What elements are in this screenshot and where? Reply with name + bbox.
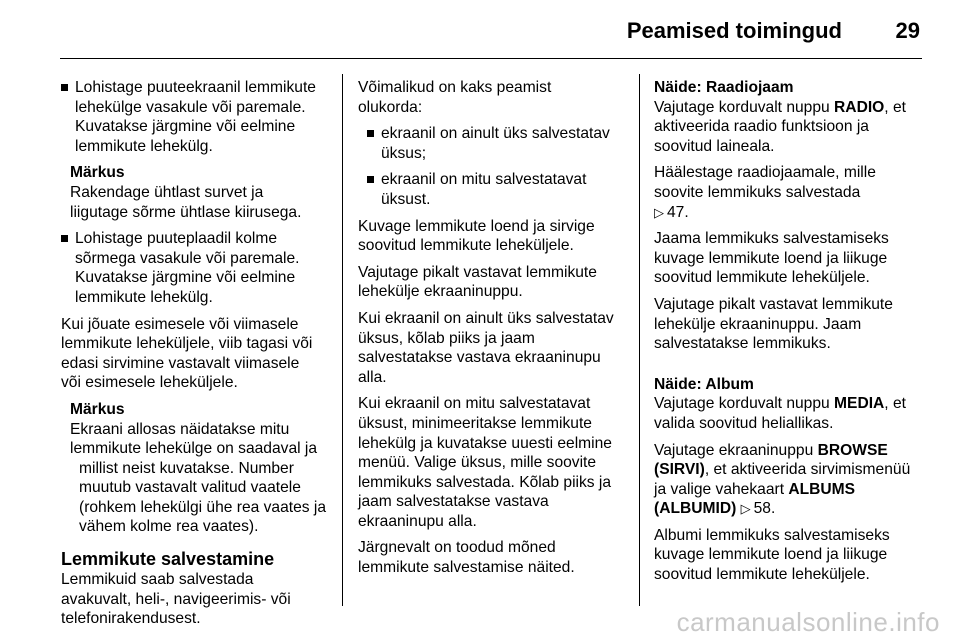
paragraph: Lemmikuid saab salvestada avakuvalt, heli-, navigeerimis- või telefonirakendusest. [61,571,291,628]
bullet-square-icon [367,176,374,183]
bullet-item: Lohistage puuteplaadil kolme sõrmega vasakule või paremale. Kuvatakse järgmine või eelmine lemmikute lehekülg. [61,229,329,307]
watermark: carmanualsonline.info [676,607,940,637]
paragraph: Jaama lemmikuks salvestamiseks kuvage lemmikute loend ja liikuge soovitud lemmikute leheküljele. [654,230,889,287]
paragraph: Järgnevalt on toodud mõned lemmikute salvestamise näited. [358,539,575,577]
paragraph: Võimalikud on kaks peamist olukorda: [358,79,552,116]
page-title: Peamised toimingud [626,18,842,43]
tab-name: ALBUMS [788,480,856,498]
column-divider-2 [639,74,640,606]
section-title: Lemmikute salvestamine [61,549,275,570]
bullet-square-icon [61,84,68,91]
button-name: MEDIA [834,395,885,413]
bullet-square-icon [367,130,374,137]
paragraph: Vajutage ekraaninuppu BROWSE (SIRVI), et aktiveerida sirvimismenüü ja valige vahekaart ALBUMS (ALBUMID) ▷ 58. [654,441,911,518]
page-reference[interactable]: 58. [753,500,776,518]
button-name: RADIO [834,98,885,116]
button-name: BROWSE [817,441,888,459]
paragraph: Näide: Album Vajutage korduvalt nuppu MEDIA, et valida soovitud heliallikas. [654,375,924,434]
note-block: Märkus Rakendage ühtlast survet ja liigutage sõrme ühtlase kiirusega. [61,163,329,222]
note-label: Märkus [70,400,125,418]
column-3 [654,78,924,592]
header-divider [60,58,922,59]
paragraph: Albumi lemmikuks salvestamiseks kuvage lemmikute loend ja liikuge soovitud lemmikute leheküljele. [654,526,890,584]
spacer [654,361,924,375]
paragraph: Vajutage pikalt vastavat lemmikute lehekülje ekraaninuppu. Jaam salvestatakse lemmikuks. [654,295,893,353]
column-2 [358,78,622,585]
paragraph: Kuvage lemmikute loend ja sirvige soovitud lemmikute leheküljele. [358,217,595,255]
page-header [60,0,922,60]
note-label: Märkus [70,164,125,182]
paragraph: Kui ekraanil on ainult üks salvestatav üksus, kõlab piiks ja jaam salvestatakse vastava ekraaninupu alla. [358,309,614,386]
page-reference-icon: ▷ [654,204,664,220]
bullet-item: ekraanil on mitu salvestatavat üksust. [367,170,622,209]
bullet-item: ekraanil on ainult üks salvestatav üksus; [367,124,622,163]
page-reference-icon: ▷ [740,501,751,517]
paragraph: Kui jõuate esimesele või viimasele lemmikute leheküljele, viib tagasi või edasi sirvimine vastavalt viimasele või esimesele leheküljele. [61,315,313,392]
tab-name: (ALBUMID) [654,500,737,518]
example-heading: Näide: Raadiojaam [654,79,794,96]
page-reference[interactable]: 47. [667,203,689,221]
example-heading: Näide: Album [654,375,754,393]
paragraph: Vajutage pikalt vastavat lemmikute lehekülje ekraaninuppu. [358,263,597,301]
paragraph: Näide: Raadiojaam Vajutage korduvalt nuppu RADIO, et aktiveerida raadio funktsioon ja soovitud laineala. [654,78,924,156]
paragraph: Häälestage raadiojaamale, mille soovite lemmikuks salvestada ▷ 47. [654,164,876,221]
column-1 [61,78,329,636]
column-divider-1 [342,74,343,606]
paragraph: Kui ekraanil on mitu salvestatavat üksust, minimeeritakse lemmikute lehekülg ja kuvatakse uuesti eelmine menüü. Valige üksus, mille soovite lemmikuks salvestada. Kõlab piiks ja jaam salvestatakse vastava ekraaninupu alla. [358,395,612,530]
page-number: 29 [895,18,920,43]
bullet-item: Lohistage puuteekraanil lemmikute lehekülge vasakule või paremale. Kuvatakse järgmine või eelmine lemmikute lehekülg. [61,78,329,156]
note-block: Märkus Ekraani allosas näidatakse mitu lemmikute lehekülge on saadaval ja millist neist kuvatakse. Number muutub vastavalt valitud vaatele (rohkem lehekülgi ühe rea vaates ja vähem kolme rea vaates). [61,400,329,537]
bullet-square-icon [61,235,68,242]
button-name: (SIRVI) [654,461,705,479]
